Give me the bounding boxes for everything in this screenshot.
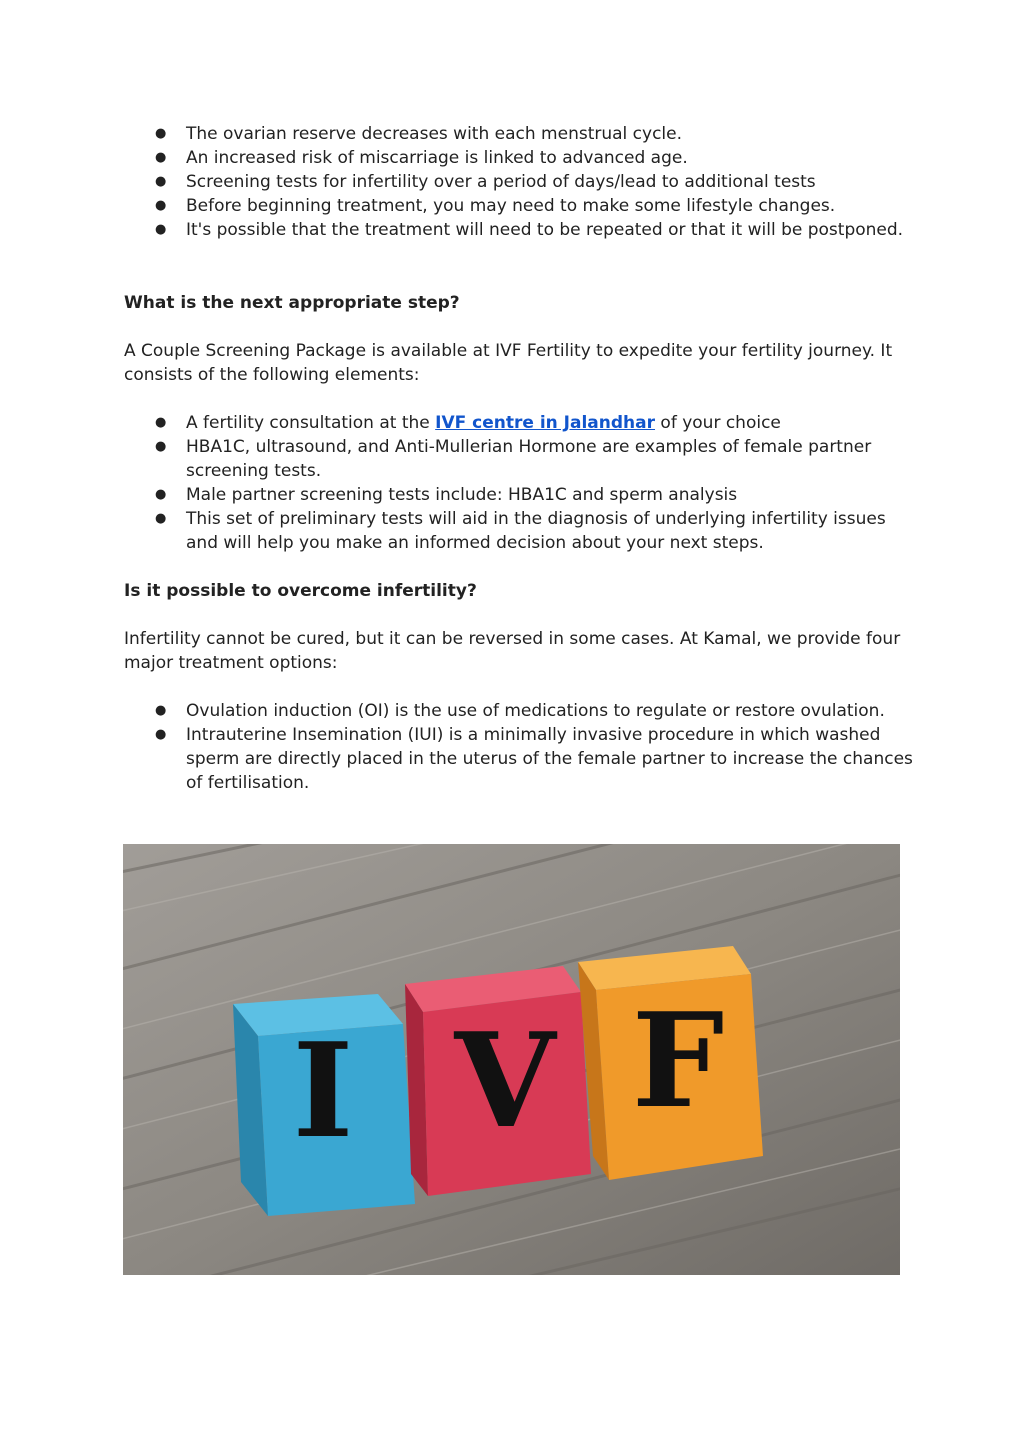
- bullet-icon: ●: [155, 511, 167, 526]
- list-item: ● Before beginning treatment, you may need to make some lifestyle changes.: [155, 196, 836, 216]
- list-item: ● It's possible that the treatment will need to be repeated or that it will be postponed.: [155, 220, 904, 240]
- paragraph-treatment-options: Infertility cannot be cured, but it can be reversed in some cases. At Kamal, we provide four major treatment options:: [124, 629, 901, 673]
- list-item: ● Intrauterine Insemination (IUI) is a minimally invasive procedure in which washed sperm are directly placed in the uterus of the female partner to increase the chances of fertilisation.: [155, 725, 913, 793]
- list-item: ● Screening tests for infertility over a period of days/lead to additional tests: [155, 172, 816, 192]
- list-item: ● The ovarian reserve decreases with each menstrual cycle.: [155, 124, 683, 144]
- bullet-icon: ●: [155, 415, 167, 430]
- bullet-icon: ●: [155, 487, 167, 502]
- section-heading-overcome-infertility: Is it possible to overcome infertility?: [124, 581, 477, 601]
- block-v-letter: V: [454, 1004, 556, 1157]
- list-item: ● An increased risk of miscarriage is linked to advanced age.: [155, 148, 688, 168]
- block-f-letter: F: [631, 984, 725, 1137]
- ivf-blocks-photo: [123, 844, 900, 1275]
- block-i-letter: I: [292, 1014, 354, 1167]
- bullet-icon: ●: [155, 703, 167, 718]
- list-item: ● This set of preliminary tests will aid in the diagnosis of underlying infertility issues and will help you make an informed decision about your next steps.: [155, 509, 886, 553]
- bullet-icon: ●: [155, 727, 167, 742]
- risk-factor-list: [155, 122, 915, 242]
- ivf-blocks-illustration: [123, 844, 900, 1275]
- block-v: [405, 966, 591, 1196]
- bullet-icon: ●: [155, 198, 167, 213]
- paragraph-screening-package: A Couple Screening Package is available at IVF Fertility to expedite your fertility journey. It consists of the following elements:: [124, 341, 893, 385]
- bullet-icon: ●: [155, 222, 167, 237]
- ivf-centre-link[interactable]: IVF centre in Jalandhar: [435, 413, 656, 433]
- block-i: [233, 994, 415, 1216]
- screening-package-list: [155, 411, 915, 555]
- block-f: [578, 946, 763, 1180]
- list-item: ● Male partner screening tests include: HBA1C and sperm analysis: [155, 485, 738, 505]
- bullet-icon: ●: [155, 150, 167, 165]
- list-item: ● HBA1C, ultrasound, and Anti-Mullerian Hormone are examples of female partner screening tests.: [155, 437, 872, 481]
- list-item: ● A fertility consultation at the IVF centre in Jalandhar of your choice: [155, 413, 781, 433]
- treatment-options-list: [155, 699, 915, 795]
- list-item: ● Ovulation induction (OI) is the use of medications to regulate or restore ovulation.: [155, 701, 885, 721]
- bullet-icon: ●: [155, 439, 167, 454]
- section-heading-next-step: What is the next appropriate step?: [124, 293, 460, 313]
- bullet-icon: ●: [155, 174, 167, 189]
- bullet-icon: ●: [155, 126, 167, 141]
